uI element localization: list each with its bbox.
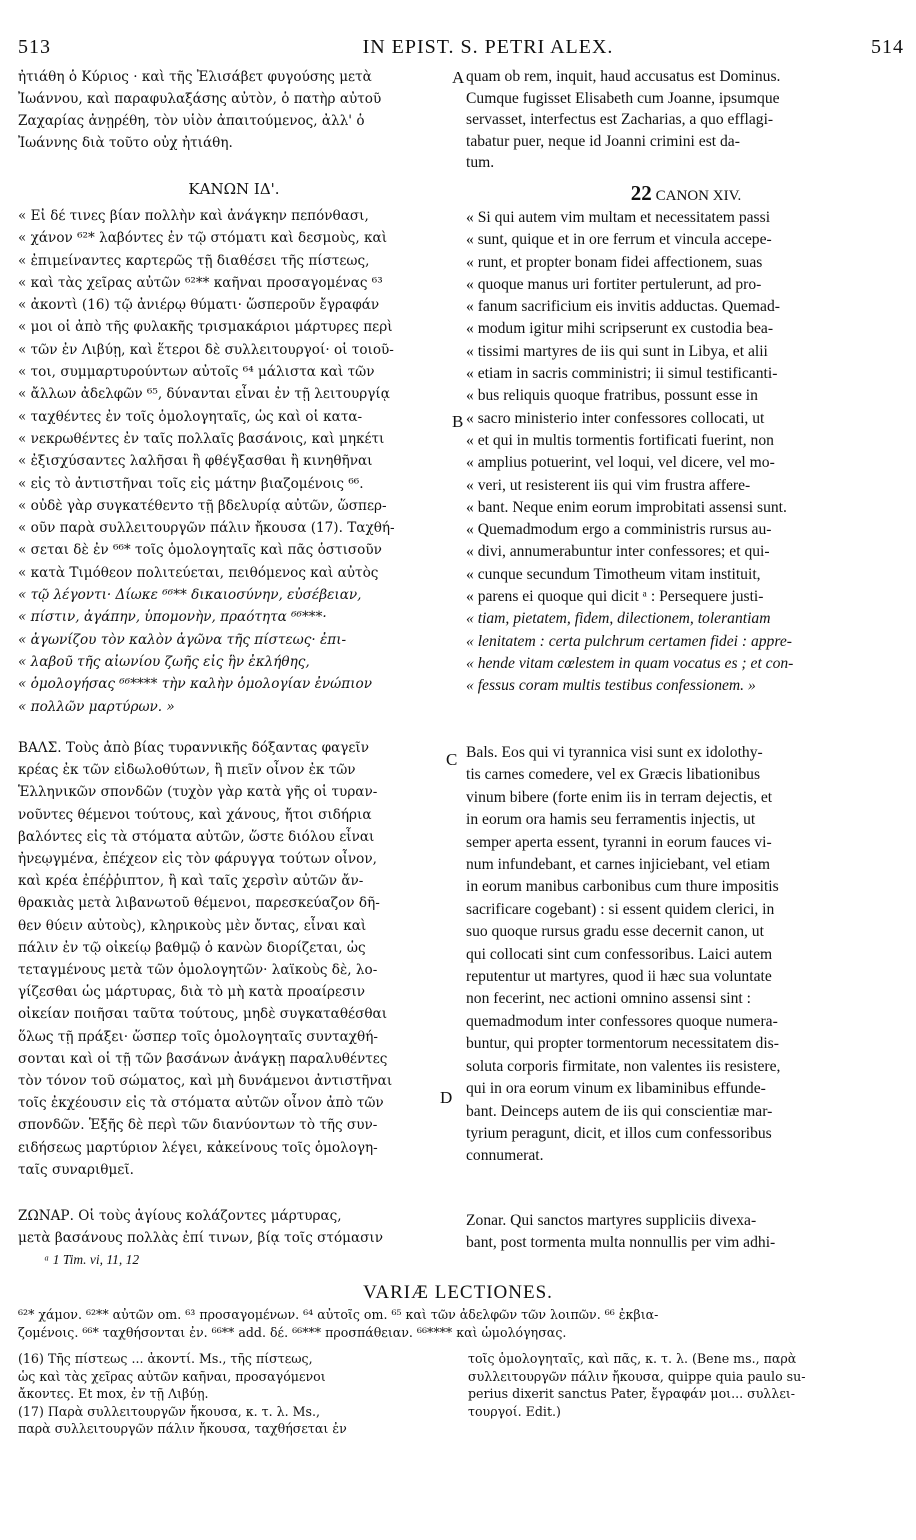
latin-bals-line: reputentur ut martyres, quod ii hæc sua voluntate xyxy=(466,968,772,986)
latin-bals-line: tis carnes comedere, vel ex Græcis libationibus xyxy=(466,766,761,784)
greek-bals-line: κρέας ἐκ τῶν εἰδωλοθύτων, ἢ πιεῖν οἶνον ἐκ τῶν xyxy=(18,762,356,779)
variae-note-line: perius dixerit sanctus Pater, ἔγραφάν μοι... συλλει- xyxy=(468,1386,796,1401)
greek-bals-line: πάλιν ἐν τῷ οἰκείῳ βαθμῷ ὁ κανὼν διορίζεται, ὡς xyxy=(18,939,366,956)
page-number-right: 514 xyxy=(871,36,904,58)
latin-canon-line: « divi, annumerabuntur inter confessores; et qui- xyxy=(466,543,770,561)
latin-canon-line: « fessus coram multis testibus confessionem. » xyxy=(466,677,756,695)
greek-bals-line: βαλόντες εἰς τὰ στόματα αὐτῶν, ὥστε διόλου εἶναι xyxy=(18,828,375,845)
greek-zonar-line: μετὰ βασάνους πολλὰς ἐπί τινων, βίᾳ τοῖς στόμασιν xyxy=(18,1230,384,1246)
latin-intro-line: quam ob rem, inquit, haud accusatus est Dominus. xyxy=(466,68,781,85)
variae-note-line: συλλειτουργῶν πάλιν ἤκουσα, quippe quia paulo su- xyxy=(468,1368,806,1384)
greek-intro-line: Ζαχαρίας ἀνῃρέθη, τὸν υἱὸν ἀπαιτούμενος, ἀλλ' ὁ xyxy=(18,113,365,129)
greek-bals-line: σονται καὶ οἱ τῇ τῶν βασάνων ἀνάγκῃ παραλυθέντες xyxy=(18,1050,388,1067)
greek-intro xyxy=(18,66,450,154)
greek-canon-line: « εἰς τὸ ἀντιστῆναι τοῖς εἰς μάτην βιαζομένοις ⁶⁶. xyxy=(18,475,364,492)
scripture-footnote: ᵃ 1 Tim. vi, 11, 12 xyxy=(44,1252,140,1267)
greek-canon-line: « οὐδὲ γὰρ συγκατέθεντο τῇ βδελυρίᾳ αὐτῶν, ὥσπερ- xyxy=(18,497,387,514)
greek-canon-line: « χάνον ⁶²* λαβόντες ἐν τῷ στόματι καὶ δεσμοὺς, καὶ xyxy=(18,230,388,247)
greek-bals-line: ἠνεῳγμένα, ἐπέχεον εἰς τὸν φάρυγγα τούτων οἶνον, xyxy=(18,851,377,868)
greek-canon-line: « ταχθέντες ἐν τοῖς ὁμολογηταῖς, ὡς καὶ οἱ κατα- xyxy=(18,408,363,425)
greek-bals-line: τοῖς ἐκχέουσιν εἰς τὰ στόματα αὐτῶν οἶνον ἀπὸ τῶν xyxy=(18,1095,384,1112)
margin-letter-c: C xyxy=(446,750,458,769)
variae-note-line: τοῖς ὁμολογηταῖς, καὶ πᾶς, κ. τ. λ. (Bene ms., παρὰ xyxy=(468,1351,797,1366)
latin-canon-line: « quoque manus uri fortiter pertulerunt, ad pro- xyxy=(466,275,762,293)
latin-bals-line: qui collocati sint cum confessoribus. Laici autem xyxy=(466,945,773,963)
greek-canon-title: ΚΑΝΩΝ ΙΔ'. xyxy=(188,180,280,198)
greek-canon-line: « ἀγωνίζου τὸν καλὸν ἀγῶνα τῆς πίστεως· ἐπι- xyxy=(18,631,347,648)
latin-balsamon xyxy=(466,742,906,1168)
variae-note-line: (16) Τῆς πίστεως ... ἀκοντί. Ms., τῆς πίστεως, xyxy=(18,1351,313,1366)
latin-canon-line: « Quemadmodum ergo a comministris rursus au- xyxy=(466,521,772,539)
variae-line: ζομένοις. ⁶⁶* ταχθήσονται ἐν. ⁶⁶** add. δέ. ⁶⁶*** προσπάθειαν. ⁶⁶**** καὶ ὡμολόγησας. xyxy=(18,1324,567,1340)
latin-canon-line: « amplius potuerint, vel loqui, vel dicere, vel mo- xyxy=(466,454,775,472)
latin-canon-line: « bant. Neque enim eorum improbitati assensi sunt. xyxy=(466,498,787,516)
latin-canon-line: « sunt, quique et in ore ferrum et vincula accepe- xyxy=(466,231,772,249)
latin-zonar-line: Zonar. Qui sanctos martyres suppliciis divexa- xyxy=(466,1212,757,1229)
latin-bals-line: bant. Deinceps autem de iis qui conscientiæ mar- xyxy=(466,1102,773,1120)
greek-canon-line: « τοι, συμμαρτυρούντων αὐτοῖς ⁶⁴ μάλιστα καὶ τῶν xyxy=(18,364,375,381)
latin-canon-heading xyxy=(466,182,906,207)
greek-canon-line: « ἐξισχύσαντες λαλῆσαι ἢ φθέγξασθαι ἢ κινηθῆναι xyxy=(18,453,373,470)
running-title: IN EPIST. S. PETRI ALEX. xyxy=(362,36,614,58)
margin-letter-b: B xyxy=(452,412,464,431)
variae-notes-left xyxy=(18,1350,454,1438)
greek-canon-line: « μοι οἱ ἀπὸ τῆς φυλακῆς τρισμακάριοι μάρτυρες περὶ xyxy=(18,319,393,336)
greek-bals-line: γίζεσθαι ὡς μάρτυρας, διὰ τὸ μὴ κατὰ προαίρεσιν xyxy=(18,984,365,1001)
greek-bals-line: ΒΑΛΣ. Τοὺς ἀπὸ βίας τυραννικῆς δόξαντας φαγεῖν xyxy=(18,740,370,756)
latin-bals-line: connumerat. xyxy=(466,1147,544,1165)
latin-intro-line: Cumque fugisset Elisabeth cum Joanne, ipsumque xyxy=(466,89,780,107)
latin-intro-line: servasset, interfectus est Zacharias, a quo efflagi- xyxy=(466,111,774,128)
greek-bals-line: ὅλως τῇ πράξει· ὥσπερ τοῖς ὁμολογηταῖς συνταχθή- xyxy=(18,1028,378,1045)
latin-bals-line: soluta corporis firmitate, non valentes iis resistere, xyxy=(466,1057,781,1075)
variae-line: ⁶²* χάμον. ⁶²** αὐτῶν om. ⁶³ προσαγομένων. ⁶⁴ αὐτοῖς om. ⁶⁵ καὶ τῶν ἀδελφῶν τῶν λοιπῶν. ⁶⁶ ἐκβια- xyxy=(18,1307,659,1322)
greek-bals-line: Ἑλληνικῶν σπονδῶν (τυχὸν γὰρ κατὰ γῆς οἱ τυραν- xyxy=(18,784,378,801)
variae-notes-right xyxy=(468,1350,908,1420)
latin-canon-line: « sacro ministerio inter confessores collocati, ut xyxy=(466,409,765,427)
greek-intro-line: Ἰωάννου, καὶ παραφυλαξάσης αὐτὸν, ὁ πατὴρ αὐτοῦ xyxy=(18,91,382,107)
greek-canon-line: « σεται δὲ ἐν ⁶⁶* τοῖς ὁμολογηταῖς καὶ πᾶς ὁστισοῦν xyxy=(18,542,382,559)
greek-zonaras xyxy=(18,1205,450,1249)
greek-canon-line: « τῷ λέγοντι· Δίωκε ⁶⁶** δικαιοσύνην, εὐσέβειαν, xyxy=(18,587,362,604)
latin-bals-line: tyrium peragunt, dicit, et illos cum confessoribus xyxy=(466,1124,772,1142)
greek-zonar-line: ΖΩΝΑΡ. Οἱ τοὺς ἁγίους κολάζοντες μάρτυρας, xyxy=(18,1208,342,1224)
latin-canon-title-line xyxy=(466,182,906,207)
latin-bals-line: in eorum manibus carbonibus cum thure impositis xyxy=(466,878,779,896)
latin-canon-title: CANON XIV. xyxy=(655,188,742,204)
latin-bals-line: in eorum ora hamis seu ferramentis injectis, ut xyxy=(466,811,756,829)
latin-canon-line: « veri, ut resisterent iis qui vim frustra affere- xyxy=(466,476,751,494)
latin-canon-text xyxy=(466,207,906,698)
page-number-left: 513 xyxy=(18,36,51,58)
latin-bals-line: quemadmodum inter confessores quoque numera- xyxy=(466,1012,778,1030)
latin-intro xyxy=(466,66,906,174)
greek-canon-line: « οῦν παρὰ συλλειτουργῶν πάλιν ἤκουσα (17). Ταχθή- xyxy=(18,520,395,537)
greek-canon-line: « ἀκοντὶ (16) τῷ ἀνιέρῳ θύματι· ὥσπεροῦν ἔγραφάν xyxy=(18,297,380,314)
latin-canon-line: « et qui in multis tormentis fortificati fuerint, non xyxy=(466,431,774,449)
variae-note-line: παρὰ συλλειτουργῶν πάλιν ἤκουσα, ταχθήσεται ἐν xyxy=(18,1421,347,1436)
greek-canon-line: « καὶ τὰς χεῖρας αὐτῶν ⁶²** καῆναι προσαγομένας ⁶³ xyxy=(18,274,383,291)
variae-note-line: τουργοί. Edit.) xyxy=(468,1403,561,1419)
latin-canon-line: « lenitatem : certa pulchrum certamen fidei : appre- xyxy=(466,632,792,650)
latin-canon-line: « etiam in sacris comministri; ii simul testificanti- xyxy=(466,365,778,383)
greek-intro-line: ἠτιάθη ὁ Κύριος · καὶ τῆς Ἐλισάβετ φυγούσης μετὰ xyxy=(18,69,372,85)
latin-canon-line: « bus reliquis quoque fratribus, possunt esse in xyxy=(466,387,758,405)
variae-readings xyxy=(18,1306,908,1341)
greek-bals-line: καὶ κρέα ἐπέῤῥιπτον, ἢ καὶ ταῖς χερσὶν αὐτῶν ἄν- xyxy=(18,873,364,890)
latin-canon-line: « fanum sacrificium eis invitis adductas. Quemad- xyxy=(466,298,780,316)
greek-canon-text xyxy=(18,205,450,718)
latin-intro-line: tabatur puer, neque id Joanni crimini est da- xyxy=(466,132,740,150)
latin-bals-line: qui in ora eorum vinum ex libaminibus effunde- xyxy=(466,1080,766,1098)
greek-balsamon xyxy=(18,737,453,1181)
latin-bals-line: semper aperta essent, tyranni in eorum fauces vi- xyxy=(466,833,772,851)
variae-note-line: ἄκοντες. Et mox, ἐν τῇ Λιβύῃ. xyxy=(18,1386,209,1401)
greek-bals-line: σπονδῶν. Ἑξῆς δὲ περὶ τῶν διανύοντων τὸ τῆς συν- xyxy=(18,1117,378,1134)
latin-canon-line: « tissimi martyres de iis qui sunt in Libya, et alii xyxy=(466,342,768,360)
latin-bals-line: sacrificare cogebant) : si essent quidem clerici, in xyxy=(466,900,775,918)
greek-bals-line: οἰκείαν ποιῆσαι ταῦτα τούτους, μηδὲ συγκαταθέσθαι xyxy=(18,1006,388,1023)
variae-lectiones-title: VARIÆ LECTIONES. xyxy=(363,1282,553,1303)
latin-bals-line: suo quoque rursus gradu esse decernit canon, ut xyxy=(466,923,764,941)
greek-canon-line: « κατὰ Τιμόθεον πολιτεύεται, πειθόμενος καὶ αὐτὸς xyxy=(18,564,379,581)
greek-bals-line: νοῦντες θέμενοι τούτους, καὶ χάνους, ἤτοι σιδήρια xyxy=(18,806,372,823)
greek-bals-line: ειδήσεως μαρτύριον λέγει, κἀκείνους τοῖς ὁμολογη- xyxy=(18,1139,378,1156)
greek-canon-line: « τῶν ἐν Λιβύῃ, καὶ ἕτεροι δὲ συλλειτουργοί· οἱ τοιοῦ- xyxy=(18,341,394,358)
latin-bals-line: buntur, qui propter tormentorum necessitatem dis- xyxy=(466,1035,779,1053)
latin-zonar-line: bant, post tormenta multa nonnullis per vim adhi- xyxy=(466,1234,776,1251)
canon-number: 22 xyxy=(630,182,652,205)
greek-canon-line: « Εἰ δέ τινες βίαν πολλὴν καὶ ἀνάγκην πεπόνθασι, xyxy=(18,208,369,224)
greek-canon-line: « πολλῶν μαρτύρων. » xyxy=(18,698,175,715)
greek-canon-line: « ἐπιμείναντες καρτερῶς τῇ διαθέσει τῆς πίστεως, xyxy=(18,252,370,269)
greek-bals-line: θεν θύειν αὐτοὺς), κληρικοὺς μὲν ὄντας, εἶναι καὶ xyxy=(18,917,367,934)
greek-canon-line: « νεκρωθέντες ἐν ταῖς πολλαῖς βασάνοις, καὶ μηκέτι xyxy=(18,430,385,447)
latin-canon-line: « parens ei quoque qui dicit ᵃ : Persequere justi- xyxy=(466,588,764,606)
latin-canon-line: « hende vitam cœlestem in quam vocatus es ; et con- xyxy=(466,654,794,672)
margin-letter-a: A xyxy=(452,68,465,87)
latin-bals-line: non fecerint, nec actioni omnino assensi sint : xyxy=(466,990,751,1008)
variae-note-line: ὡς καὶ τὰς χεῖρας αὐτῶν καῆναι, προσαγόμενοι xyxy=(18,1368,326,1384)
margin-letter-d: D xyxy=(440,1088,453,1107)
greek-bals-line: ταῖς συναριθμεῖ. xyxy=(18,1161,134,1178)
latin-canon-line: « Si qui autem vim multam et necessitatem passi xyxy=(466,209,771,226)
greek-canon-line: « ἄλλων ἀδελφῶν ⁶⁵, δύνανται εἶναι ἐν τῇ λειτουργίᾳ xyxy=(18,386,390,403)
variae-note-line: (17) Παρὰ συλλειτουργῶν ἤκουσα, κ. τ. λ. Ms., xyxy=(18,1403,320,1419)
latin-intro-line: tum. xyxy=(466,154,495,171)
greek-canon-heading xyxy=(18,178,450,200)
greek-intro-line: Ἰωάννης διὰ τοῦτο οὐχ ἠτιάθη. xyxy=(18,135,233,151)
greek-bals-line: τὸν τόνον τοῦ σώματος, καὶ μὴ δυνάμενοι ἀντιστῆναι xyxy=(18,1073,393,1090)
greek-canon-line: « πίστιν, ἀγάπην, ὑπομονὴν, πραότητα ⁶⁶***· xyxy=(18,609,327,626)
greek-canon-line: « ὁμολογήσας ⁶⁶**** τὴν καλὴν ὁμολογίαν ἐνώπιον xyxy=(18,676,372,693)
latin-canon-line: « runt, et propter bonam fidei affectionem, suas xyxy=(466,253,763,271)
latin-canon-line: « cunque secundum Timotheum vitam instituit, xyxy=(466,565,761,583)
latin-canon-line: « modum igitur mihi scripserunt ex custodia bea- xyxy=(466,320,774,338)
greek-bals-line: τεταγμένους μετὰ τῶν ὁμολογητῶν· λαϊκοὺς δὲ, λο- xyxy=(18,962,378,979)
greek-bals-line: θρακιὰς μετὰ λιβανωτοῦ θέμενοι, παρεσκεύαζον δῆ- xyxy=(18,895,380,912)
latin-bals-line: Bals. Eos qui vi tyrannica visi sunt ex idolothy- xyxy=(466,744,763,761)
latin-bals-line: num infundebant, et carnes injiciebant, vel etiam xyxy=(466,856,770,874)
latin-canon-line: « tiam, pietatem, fidem, dilectionem, tolerantiam xyxy=(466,610,771,628)
latin-bals-line: vinum bibere (forte enim iis in terram dejectis, et xyxy=(466,788,773,806)
running-header xyxy=(18,36,904,62)
latin-zonaras xyxy=(466,1210,906,1254)
greek-canon-line: « λαβοῦ τῆς αἰωνίου ζωῆς εἰς ἣν ἐκλήθης, xyxy=(18,653,310,670)
